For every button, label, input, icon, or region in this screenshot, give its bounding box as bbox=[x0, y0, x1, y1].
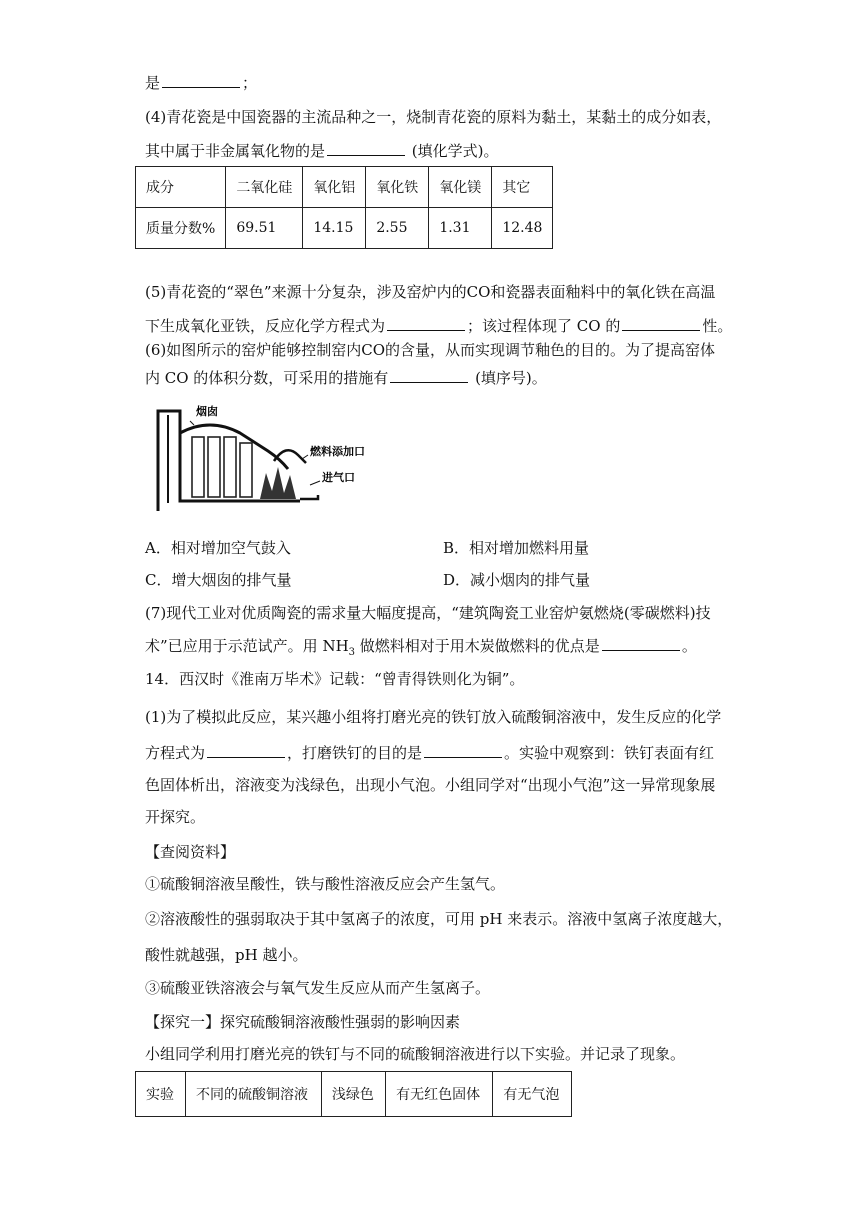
air-inlet-label: 进气口 bbox=[322, 471, 355, 484]
answer-blank[interactable] bbox=[424, 743, 502, 758]
text: 。 bbox=[681, 637, 697, 655]
q13-part6-line1: (6)如图所示的窑炉能够控制窑内CO的含量，从而实现调节釉色的目的。为了提高窑体 bbox=[145, 341, 716, 359]
subscript: 3 bbox=[348, 647, 356, 658]
q14-part1-line1: (1)为了模拟此反应，某兴趣小组将打磨光亮的铁钉放入硫酸铜溶液中，发生反应的化学 bbox=[145, 708, 722, 726]
text: ；该过程体现了 CO 的 bbox=[467, 317, 621, 335]
reference-item-1: ①硫酸铜溶液呈酸性，铁与酸性溶液反应会产生氢气。 bbox=[145, 875, 506, 893]
answer-blank[interactable] bbox=[387, 316, 465, 331]
q13-part4-line1: (4)青花瓷是中国瓷器的主流品种之一，烧制青花瓷的原料为黏土，某黏土的成分如表， bbox=[145, 108, 722, 126]
text: 术”已应用于示范试产。用 NH bbox=[145, 637, 349, 655]
text: ，打磨铁钉的目的是 bbox=[287, 744, 423, 762]
text: (填化学式)。 bbox=[407, 142, 499, 160]
table-cell: 其它 bbox=[492, 167, 553, 208]
table-cell: 2.55 bbox=[366, 208, 429, 249]
text: 。实验中观察到：铁钉表面有红 bbox=[504, 744, 715, 762]
text: 下生成氧化亚铁，反应化学方程式为 bbox=[145, 317, 386, 335]
text: 是 bbox=[145, 74, 161, 92]
option-a[interactable]: A．相对增加空气鼓入 bbox=[145, 539, 291, 557]
fuel-inlet-label: 燃料添加口 bbox=[310, 445, 365, 458]
kiln-diagram bbox=[150, 403, 380, 515]
q13-part5-line2 bbox=[145, 316, 732, 336]
reference-item-2-line1: ②溶液酸性的强弱取决于其中氢离子的浓度，可用 pH 来表示。溶液中氢离子浓度越大， bbox=[145, 910, 733, 928]
text: ； bbox=[242, 74, 258, 92]
reference-heading: 【查阅资料】 bbox=[145, 843, 236, 861]
answer-blank[interactable] bbox=[207, 743, 285, 758]
table-cell: 1.31 bbox=[429, 208, 492, 249]
option-d[interactable]: D．减小烟肉的排气量 bbox=[443, 571, 591, 589]
table-cell: 氧化镁 bbox=[429, 167, 492, 208]
table-cell: 69.51 bbox=[226, 208, 303, 249]
table-header-cell: 浅绿色 bbox=[321, 1072, 385, 1117]
table-row bbox=[136, 1072, 572, 1117]
table-header-cell: 有无红色固体 bbox=[386, 1072, 493, 1117]
q13-part6-line2 bbox=[145, 368, 547, 388]
q13-answer-line bbox=[145, 73, 257, 93]
table-row bbox=[136, 167, 553, 208]
answer-blank[interactable] bbox=[327, 141, 405, 156]
table-cell: 成分 bbox=[136, 167, 226, 208]
table-row bbox=[136, 208, 553, 249]
table-header-cell: 有无气泡 bbox=[493, 1072, 572, 1117]
q14-part1-line4: 开探究。 bbox=[145, 808, 206, 826]
table-cell: 质量分数% bbox=[136, 208, 226, 249]
exploration-heading: 【探究一】探究硫酸铜溶液酸性强弱的影响因素 bbox=[145, 1013, 461, 1031]
text: (填序号)。 bbox=[470, 369, 547, 387]
chimney-label: 烟囱 bbox=[196, 405, 218, 418]
answer-blank[interactable] bbox=[390, 368, 468, 383]
table-cell: 氧化铁 bbox=[366, 167, 429, 208]
table-cell: 14.15 bbox=[303, 208, 366, 249]
text: 性。 bbox=[702, 317, 733, 335]
table-cell: 二氧化硅 bbox=[226, 167, 303, 208]
text: 其中属于非金属氧化物的是 bbox=[145, 142, 326, 160]
q14-part1-line2 bbox=[145, 743, 714, 763]
answer-blank[interactable] bbox=[162, 73, 240, 88]
table-header-cell: 不同的硫酸铜溶液 bbox=[186, 1072, 322, 1117]
option-c[interactable]: C．增大烟囱的排气量 bbox=[145, 571, 292, 589]
answer-blank[interactable] bbox=[602, 636, 680, 651]
clay-composition-table bbox=[135, 166, 553, 249]
q13-part4-line2 bbox=[145, 141, 499, 161]
text: 内 CO 的体积分数，可采用的措施有 bbox=[145, 369, 389, 387]
text: 做燃料相对于用木炭做燃料的优点是 bbox=[355, 637, 600, 655]
q13-part7-line1: (7)现代工业对优质陶瓷的需求量大幅度提高，“建筑陶瓷工业窑炉氨燃烧(零碳燃料)技 bbox=[145, 604, 711, 622]
answer-blank[interactable] bbox=[622, 316, 700, 331]
experiment-table bbox=[135, 1071, 572, 1117]
reference-item-2-line2: 酸性就越强，pH 越小。 bbox=[145, 946, 308, 964]
q13-part5-line1: (5)青花瓷的“翠色”来源十分复杂，涉及窑炉内的CO和瓷器表面釉料中的氧化铁在高温 bbox=[145, 283, 716, 301]
q13-part7-line2 bbox=[145, 636, 697, 663]
text: 方程式为 bbox=[145, 744, 206, 762]
q14-title: 14．西汉时《淮南万毕术》记载：“曾青得铁则化为铜”。 bbox=[145, 670, 525, 688]
q14-part1-line3: 色固体析出，溶液变为浅绿色，出现小气泡。小组同学对“出现小气泡”这一异常现象展 bbox=[145, 776, 716, 794]
option-b[interactable]: B．相对增加燃料用量 bbox=[443, 539, 590, 557]
table-header-cell: 实验 bbox=[136, 1072, 186, 1117]
reference-item-3: ③硫酸亚铁溶液会与氧气发生反应从而产生氢离子。 bbox=[145, 979, 491, 997]
table-cell: 氧化铝 bbox=[303, 167, 366, 208]
exploration-description: 小组同学利用打磨光亮的铁钉与不同的硫酸铜溶液进行以下实验。并记录了现象。 bbox=[145, 1045, 686, 1063]
table-cell: 12.48 bbox=[492, 208, 553, 249]
